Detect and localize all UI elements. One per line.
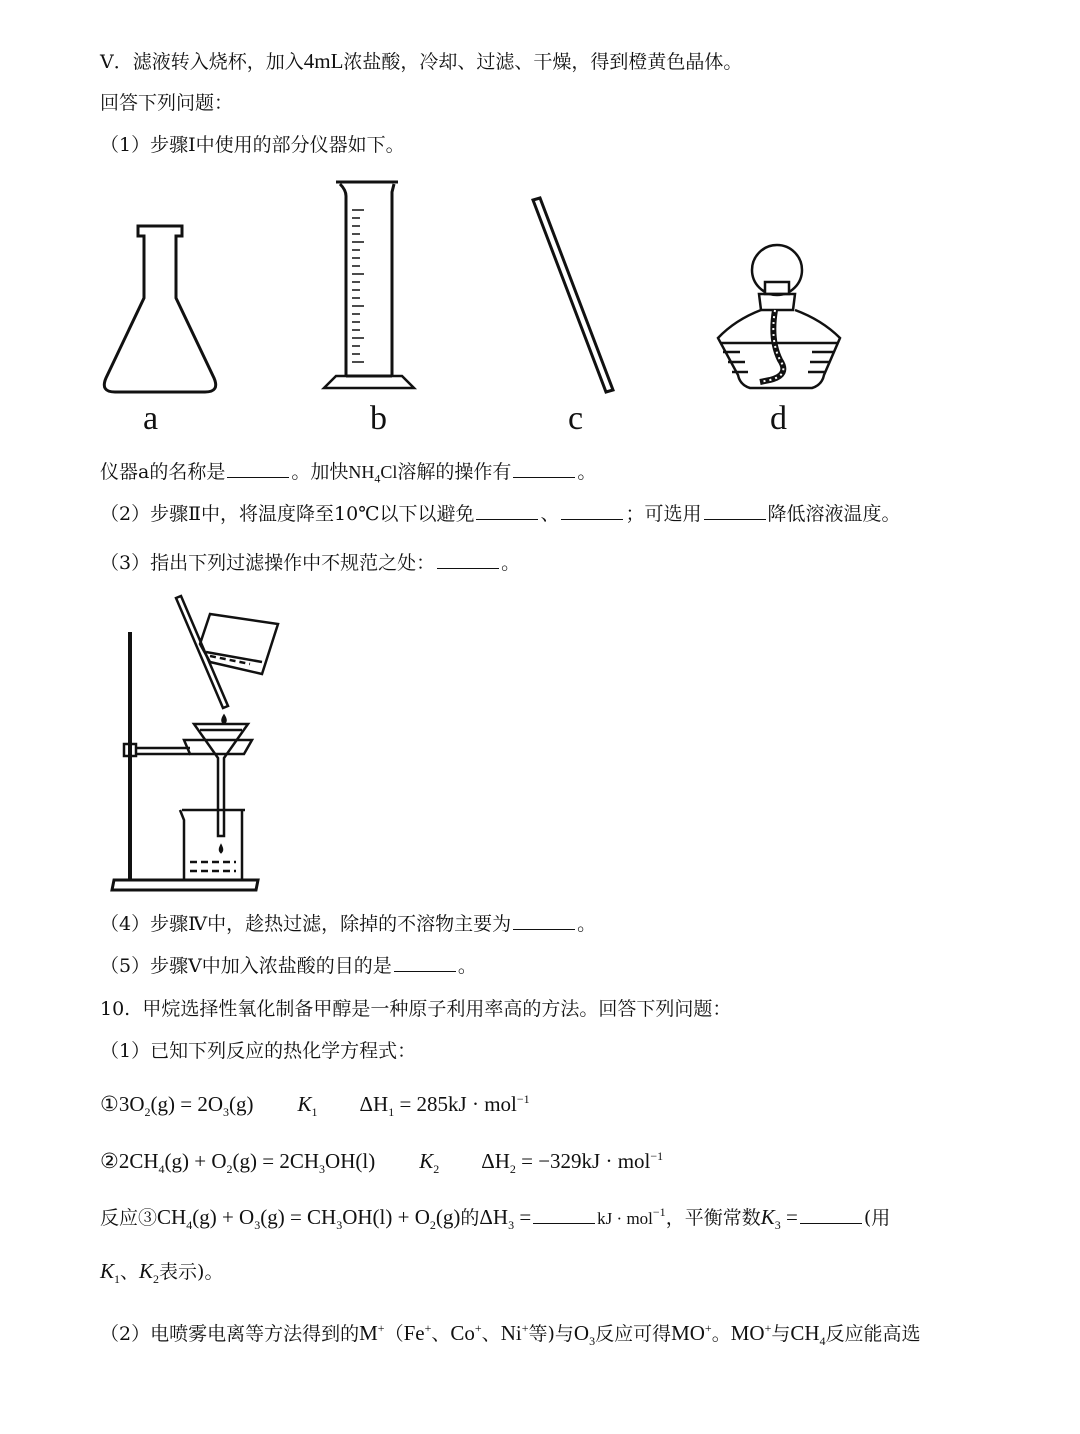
glass-rod-icon xyxy=(533,198,613,392)
equation-2: $②2CH_4(g) + O_2(g) = 2CH_3OH(l)$ $K_2$ $\Delta H_2 = -329kJ \cdot mol^{-1}$ xyxy=(100,1149,664,1177)
filtration-figure xyxy=(100,590,400,900)
apparatus-figure xyxy=(0,170,1080,430)
answer-blank[interactable] xyxy=(533,1205,595,1224)
answer-blank[interactable] xyxy=(704,501,766,520)
answer-blank[interactable] xyxy=(476,501,538,520)
answer-blank[interactable] xyxy=(437,550,499,569)
q1-intro: （1）步骤Ⅰ中使用的部分仪器如下。 xyxy=(100,134,405,156)
answer-blank[interactable] xyxy=(800,1205,862,1224)
answer-blank[interactable] xyxy=(394,953,456,972)
problem-10-q1: （1）已知下列反应的热化学方程式： xyxy=(100,1040,417,1062)
equation-3-continued: $K_1$、$K_2$表示)。 xyxy=(100,1259,224,1287)
graduated-cylinder-icon xyxy=(324,182,414,388)
label-c: c xyxy=(568,400,584,437)
q4-question: （4）步骤Ⅳ中，趁热过滤，除掉的不溶物主要为 。 xyxy=(100,913,597,935)
answer-blank[interactable] xyxy=(513,459,575,478)
equation-1: $①3O_2(g) = 2O_3(g)$ $K_1$ $\Delta H_1 = 285kJ \cdot mol^{-1}$ xyxy=(100,1092,530,1120)
q2-question: （2）步骤Ⅱ中，将温度降至10℃以下以避免 、 ；可选用 降低溶液温度。 xyxy=(100,503,901,525)
answer-blank[interactable] xyxy=(227,459,289,478)
answer-blank[interactable] xyxy=(561,501,623,520)
step5-amount: 4mL xyxy=(303,49,344,73)
answer-prompt: 回答下列问题： xyxy=(100,92,234,114)
q3-question: （3）指出下列过滤操作中不规范之处： 。 xyxy=(100,552,521,574)
q5-question: （5）步骤Ⅴ中加入浓盐酸的目的是 。 xyxy=(100,955,477,977)
answer-blank[interactable] xyxy=(513,911,575,930)
step5-prefix: Ⅴ．滤液转入烧杯，加入 xyxy=(100,51,304,73)
label-d: d xyxy=(770,400,787,437)
step5-line xyxy=(100,48,742,75)
label-b: b xyxy=(370,400,387,437)
step5-suffix: 浓盐酸，冷却、过滤、干燥，得到橙黄色晶体。 xyxy=(343,51,743,73)
q1-question: 仪器a的名称是 。加快$NH_4Cl$溶解的操作有 。 xyxy=(100,461,597,486)
alcohol-lamp-icon xyxy=(718,245,840,388)
label-a: a xyxy=(143,400,159,437)
problem-10-title: 10. 甲烷选择性氧化制备甲醇是一种原子利用率高的方法。回答下列问题： xyxy=(100,998,732,1020)
problem-10-q2: （2）电喷雾电离等方法得到的M+（Fe+、Co+、Ni+等)与$O_3$反应可得MO+。MO+与$CH_4$反应能高选 xyxy=(100,1321,921,1349)
equation-3: 反应$③CH_4(g) + O_3(g) = CH_3OH(l) + O_2(g)$的$\Delta H_3$ = kJ · mol$^{-1}$，平衡常数$K_3$ = (用 xyxy=(100,1205,891,1233)
conical-flask-icon xyxy=(104,226,215,392)
